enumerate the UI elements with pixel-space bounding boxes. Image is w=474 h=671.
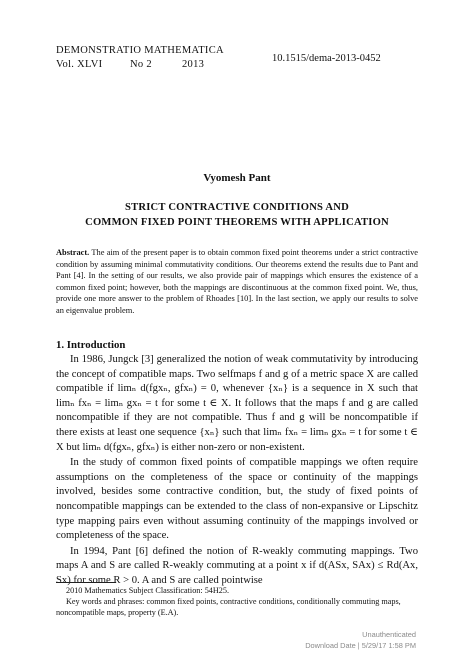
article-title bbox=[0, 200, 474, 230]
title-line-1: STRICT CONTRACTIVE CONDITIONS AND bbox=[125, 202, 349, 213]
paragraph: In 1986, Jungck [3] generalized the notion of weak commutativity by introducing the concept of compatible maps. Two selfmaps f and g of a metric space X are called compatible if limₙ d(fgxₙ, gfxₙ) = 0, whenever {xₙ} is a sequence in X such that limₙ fxₙ = limₙ gxₙ = t for some t ∈ X. It follows that the maps f and g are called noncompatible if they are not compatible. Thus f and g will be noncompatible if there exists at least one sequence {xₙ} such that limₙ fxₙ = limₙ gxₙ = t for some t ∈ X but limₙ d(fgxₙ, gfxₙ) is either non-zero or non-existent. bbox=[56, 354, 418, 453]
doi: 10.1515/dema-2013-0452 bbox=[272, 53, 381, 64]
title-line-2: COMMON FIXED POINT THEOREMS WITH APPLICATION bbox=[85, 217, 389, 228]
abstract bbox=[56, 247, 418, 316]
download-stamp bbox=[305, 630, 416, 651]
stamp-line-1: Unauthenticated bbox=[362, 630, 416, 639]
volume: Vol. XLVI bbox=[56, 59, 103, 70]
abstract-text: The aim of the present paper is to obtain common fixed point theorems under a strict contractive condition by assuming minimal commutativity conditions. Our theorems extend the results due to Pant and Pant [4]. In the setting of our results, we also provide pair of mappings which ensures the existence of a common fixed point; however, both the mappings are discontinuous at the common fixed point. We, thus, provide one more answer to the problem of Rhoades [10]. In the last section, we apply our results to solve an eigenvalue problem. bbox=[56, 248, 418, 315]
section-body bbox=[56, 353, 418, 589]
subject-classification: 2010 Mathematics Subject Classification: 54H25. bbox=[66, 586, 230, 595]
keywords: Key words and phrases: common fixed points, contractive conditions, conditionally commuting maps, noncompatible maps, property (E.A). bbox=[56, 597, 401, 617]
stamp-line-2: Download Date | 5/29/17 1:58 PM bbox=[305, 640, 416, 650]
issue-number: No 2 bbox=[130, 59, 152, 70]
year: 2013 bbox=[182, 59, 205, 70]
section-heading: 1. Introduction bbox=[56, 339, 126, 351]
abstract-label: Abstract. bbox=[56, 248, 90, 257]
footnote-rule bbox=[56, 582, 116, 583]
issue-info bbox=[56, 58, 224, 72]
journal-name: DEMONSTRATIO MATHEMATICA bbox=[56, 45, 224, 56]
footnotes bbox=[56, 585, 418, 618]
author-name: Vyomesh Pant bbox=[203, 172, 271, 184]
paragraph: In the study of common fixed points of compatible mappings we often require assumptions on the completeness of the space or continuity of the mappings involved, besides some contractive condition, but, the study of fixed points of noncompatible mappings can be extended to the class of non-expansive or Lipschitz type mapping pairs even without assuming continuity of the mappings involved or completeness of the space. bbox=[56, 457, 418, 542]
journal-header bbox=[56, 44, 224, 72]
paragraph: In 1994, Pant [6] defined the notion of R-weakly commuting mappings. Two maps A and S are called R-weakly commuting at a point x if d(ASx, SAx) ≤ Rd(Ax, Sx) for some R > 0. A and S are called pointwise bbox=[56, 545, 418, 586]
